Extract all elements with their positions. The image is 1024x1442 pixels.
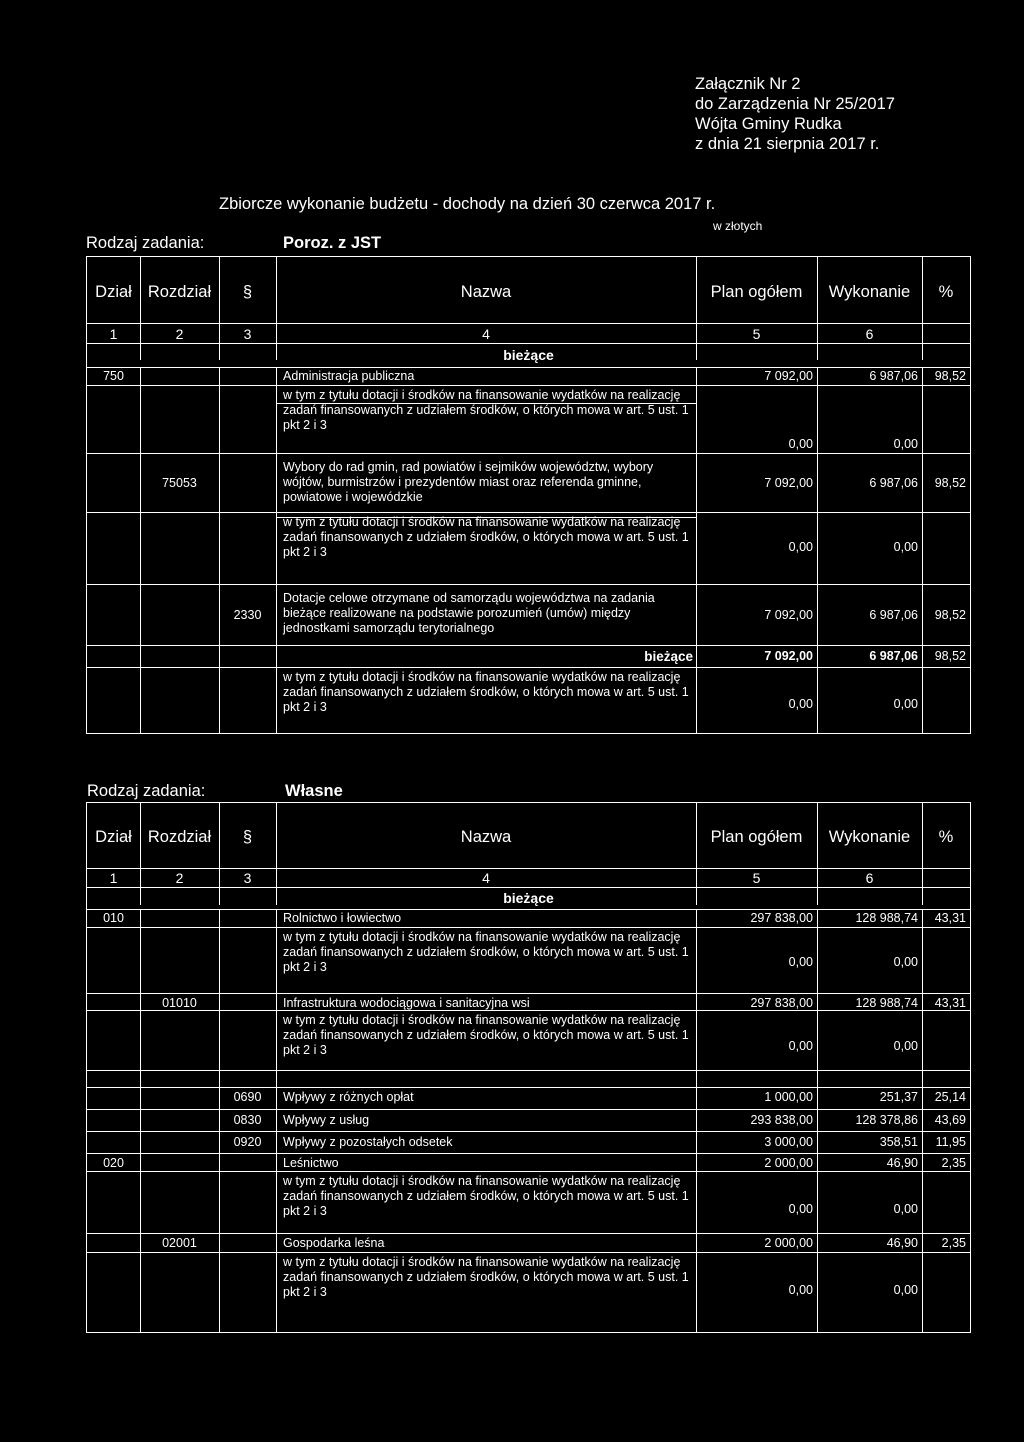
header-wykonanie: Wykonanie — [828, 283, 911, 301]
total-execution-value: 6 987,06 — [869, 649, 918, 663]
attachment-line-2: do Zarządzenia Nr 25/2017 — [695, 95, 895, 113]
currency-note: w złotych — [713, 219, 763, 233]
row-name: Wybory do rad gmin, rad powiatów i sejmików województw, wybory wójtów, burmistrzów i prezydentów miast oraz referenda gminne, powiatowe i wojewódzkie — [283, 460, 654, 504]
col-number-2: 2 — [175, 326, 184, 342]
note-text: w tym z tytułu dotacji i środków na finansowanie wydatków na realizację zadań finansowanych z udziałem środków, o których mowa w art. 5 ust. 1 pkt 2 i 3 — [283, 1174, 689, 1218]
percent-value: 2,35 — [941, 1156, 966, 1170]
plan-value: 297 838,00 — [750, 911, 813, 925]
row-name: Wpływy z pozostałych odsetek — [283, 1135, 453, 1149]
paragraph-code: 0920 — [233, 1135, 262, 1149]
header-rozdzial: Rozdział — [147, 283, 212, 301]
note-execution-value: 0,00 — [893, 1283, 918, 1297]
col-number-5: 5 — [752, 870, 761, 886]
plan-value: 7 092,00 — [764, 369, 813, 383]
note-plan-value: 0,00 — [788, 1039, 813, 1053]
task-type-value: Własne — [285, 782, 343, 800]
attachment-line-3: Wójta Gminy Rudka — [695, 115, 842, 133]
header-nazwa: Nazwa — [460, 828, 512, 846]
percent-value: 2,35 — [941, 1236, 966, 1250]
plan-value: 2 000,00 — [764, 1156, 813, 1170]
attachment-line-4: z dnia 21 sierpnia 2017 r. — [695, 135, 880, 153]
note-plan-value: 0,00 — [788, 955, 813, 969]
rozdzial-code: 02001 — [162, 1236, 197, 1250]
note-plan-value: 0,00 — [788, 1202, 813, 1216]
note-plan-value: 0,00 — [788, 697, 813, 711]
plan-value: 2 000,00 — [764, 1236, 813, 1250]
attachment-note — [695, 74, 895, 154]
plan-value: 297 838,00 — [750, 996, 813, 1010]
execution-value: 6 987,06 — [869, 608, 918, 622]
percent-value: 25,14 — [934, 1090, 966, 1104]
note-plan-value: 0,00 — [788, 1283, 813, 1297]
note-execution-value: 0,00 — [893, 697, 918, 711]
note-plan-value: 0,00 — [788, 540, 813, 554]
attachment-line-1: Załącznik Nr 2 — [695, 75, 801, 93]
col-number-3: 3 — [243, 326, 252, 342]
paragraph-code: 0830 — [233, 1113, 262, 1127]
dzial-code: 750 — [103, 369, 124, 383]
row-name: Rolnictwo i łowiectwo — [283, 911, 402, 925]
total-label: bieżące — [644, 649, 693, 664]
rozdzial-code: 75053 — [162, 476, 197, 490]
rozdzial-code: 01010 — [162, 996, 197, 1010]
task-type-label: Rodzaj zadania: — [86, 234, 205, 252]
header-percent: % — [938, 283, 954, 301]
plan-value: 293 838,00 — [750, 1113, 813, 1127]
header-dzial: Dział — [95, 828, 132, 846]
plan-value: 3 000,00 — [764, 1135, 813, 1149]
row-name: Infrastruktura wodociągowa i sanitacyjna wsi — [283, 996, 530, 1010]
col-number-4: 4 — [482, 870, 490, 886]
col-number-6: 6 — [865, 326, 874, 342]
execution-value: 358,51 — [879, 1135, 918, 1149]
col-number-1: 1 — [109, 326, 118, 342]
execution-value: 6 987,06 — [869, 476, 918, 490]
col-number-2: 2 — [175, 870, 184, 886]
execution-value: 46,90 — [886, 1236, 918, 1250]
task-type-value: Poroz. z JST — [283, 234, 382, 252]
execution-value: 128 988,74 — [855, 996, 918, 1010]
plan-value: 7 092,00 — [764, 476, 813, 490]
percent-value: 43,31 — [934, 911, 966, 925]
header-wykonanie: Wykonanie — [828, 828, 911, 846]
header-dzial: Dział — [95, 283, 132, 301]
note-text: w tym z tytułu dotacji i środków na finansowanie wydatków na realizację zadań finansowanych z udziałem środków, o których mowa w art. 5 ust. 1 pkt 2 i 3 — [283, 930, 689, 974]
current-section-label: bieżące — [503, 347, 554, 363]
row-name: Gospodarka leśna — [283, 1236, 385, 1250]
execution-value: 6 987,06 — [869, 369, 918, 383]
paragraph-code: 2330 — [233, 608, 262, 622]
percent-value: 98,52 — [934, 608, 966, 622]
budget-table-1 — [86, 256, 971, 734]
row-name: Dotacje celowe otrzymane od samorządu województwa na zadania bieżące realizowane na podstawie porozumień (umów) między jednostkami samorządu terytorialnego — [283, 591, 655, 635]
note-execution-value: 0,00 — [893, 1202, 918, 1216]
note-text: w tym z tytułu dotacji i środków na finansowanie wydatków na realizację zadań finansowanych z udziałem środków, o których mowa w art. 5 ust. 1 pkt 2 i 3 — [283, 670, 689, 714]
note-text: w tym z tytułu dotacji i środków na finansowanie wydatków na realizację zadań finansowanych z udziałem środków, o których mowa w art. 5 ust. 1 pkt 2 i 3 — [283, 515, 689, 559]
dzial-code: 020 — [103, 1156, 124, 1170]
note-text: w tym z tytułu dotacji i środków na finansowanie wydatków na realizację zadań finansowanych z udziałem środków, o których mowa w art. 5 ust. 1 pkt 2 i 3 — [283, 1255, 689, 1299]
note-text: w tym z tytułu dotacji i środków na finansowanie wydatków na realizację zadań finansowanych z udziałem środków, o których mowa w art. 5 ust. 1 pkt 2 i 3 — [283, 388, 689, 432]
task-type-label: Rodzaj zadania: — [87, 782, 206, 800]
percent-value: 43,69 — [934, 1113, 966, 1127]
row-name: Administracja publiczna — [283, 369, 415, 383]
row-name: Wpływy z różnych opłat — [283, 1090, 414, 1104]
note-execution-value: 0,00 — [893, 955, 918, 969]
total-percent-value: 98,52 — [934, 649, 966, 663]
percent-value: 98,52 — [934, 369, 966, 383]
total-plan-value: 7 092,00 — [764, 649, 813, 663]
col-number-3: 3 — [243, 870, 252, 886]
percent-value: 43,31 — [934, 996, 966, 1010]
note-plan-value: 0,00 — [788, 437, 813, 451]
execution-value: 128 988,74 — [855, 911, 918, 925]
execution-value: 128 378,86 — [855, 1113, 918, 1127]
col-number-6: 6 — [865, 870, 874, 886]
note-execution-value: 0,00 — [893, 1039, 918, 1053]
row-name: Wpływy z usług — [283, 1113, 370, 1127]
dzial-code: 010 — [103, 911, 124, 925]
note-execution-value: 0,00 — [893, 540, 918, 554]
percent-value: 11,95 — [935, 1135, 966, 1149]
header-paragraph: § — [242, 828, 253, 846]
note-execution-value: 0,00 — [893, 437, 918, 451]
header-rozdzial: Rozdział — [147, 828, 212, 846]
plan-value: 1 000,00 — [764, 1090, 813, 1104]
col-number-5: 5 — [752, 326, 761, 342]
current-section-label: bieżące — [503, 890, 554, 906]
plan-value: 7 092,00 — [764, 608, 813, 622]
header-plan: Plan ogółem — [710, 828, 803, 846]
col-number-1: 1 — [109, 870, 118, 886]
paragraph-code: 0690 — [233, 1090, 262, 1104]
header-percent: % — [938, 828, 954, 846]
budget-table-2 — [86, 802, 971, 1333]
header-plan: Plan ogółem — [710, 283, 803, 301]
row-name: Leśnictwo — [283, 1156, 339, 1170]
document-title: Zbiorcze wykonanie budżetu - dochody na dzień 30 czerwca 2017 r. — [219, 195, 716, 213]
header-paragraph: § — [242, 283, 253, 301]
execution-value: 46,90 — [886, 1156, 918, 1170]
col-number-4: 4 — [482, 326, 490, 342]
header-nazwa: Nazwa — [460, 283, 512, 301]
execution-value: 251,37 — [879, 1090, 918, 1104]
note-text: w tym z tytułu dotacji i środków na finansowanie wydatków na realizację zadań finansowanych z udziałem środków, o których mowa w art. 5 ust. 1 pkt 2 i 3 — [283, 1013, 689, 1057]
percent-value: 98,52 — [934, 476, 966, 490]
